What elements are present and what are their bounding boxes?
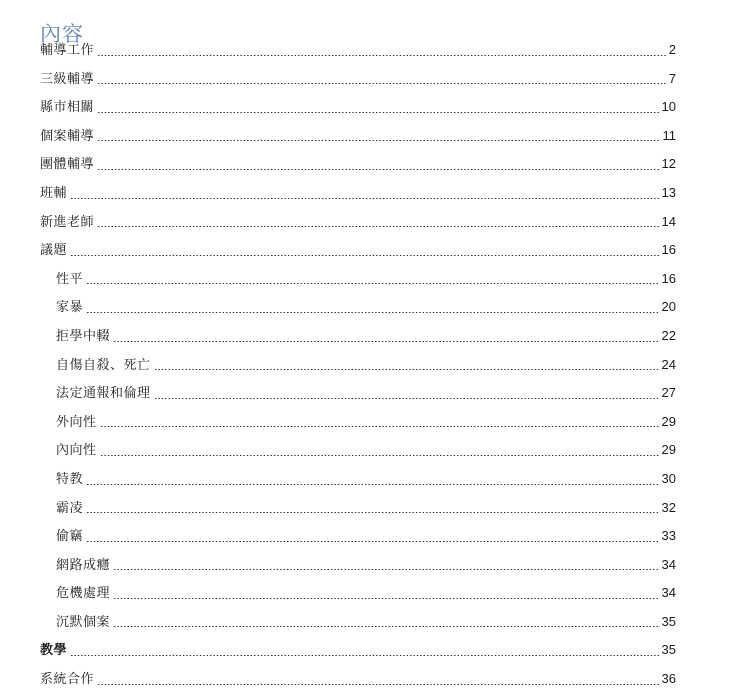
toc-entry-label[interactable]: 沉默個案 xyxy=(56,614,111,630)
toc-entry-page-number[interactable]: 34 xyxy=(661,556,676,572)
toc-entry-page-number[interactable]: 36 xyxy=(661,671,676,687)
toc-entry-label[interactable]: 性平 xyxy=(56,271,84,287)
toc-entry[interactable] xyxy=(40,322,676,351)
toc-entry-label[interactable]: 班輔 xyxy=(40,185,68,201)
toc-entry-page-number[interactable]: 12 xyxy=(661,156,676,172)
dot-leader xyxy=(100,426,660,427)
toc-entry-label[interactable]: 教學 xyxy=(40,643,68,659)
toc-entry-label[interactable]: 危機處理 xyxy=(56,586,111,602)
dot-leader xyxy=(86,541,660,542)
dot-leader xyxy=(86,484,660,485)
toc-entry-page-number[interactable]: 20 xyxy=(661,299,676,315)
dot-leader xyxy=(97,55,667,56)
toc-entry[interactable] xyxy=(40,208,676,237)
toc-entry-page-number[interactable]: 7 xyxy=(668,70,676,86)
dot-leader xyxy=(154,398,660,399)
toc-entry-page-number[interactable]: 34 xyxy=(661,585,676,601)
dot-leader xyxy=(113,341,660,342)
toc-entry[interactable] xyxy=(40,465,676,494)
toc-entry-label[interactable]: 三級輔導 xyxy=(40,71,95,87)
toc-list xyxy=(40,36,676,694)
toc-entry[interactable] xyxy=(40,608,676,637)
toc-entry-label[interactable]: 網路成癮 xyxy=(56,557,111,573)
dot-leader xyxy=(113,569,660,570)
toc-entry-page-number[interactable]: 29 xyxy=(661,442,676,458)
toc-entry-page-number[interactable]: 11 xyxy=(662,127,676,143)
toc-entry[interactable] xyxy=(40,150,676,179)
toc-entry-page-number[interactable]: 27 xyxy=(661,385,676,401)
dot-leader xyxy=(113,626,660,627)
toc-entry-page-number[interactable]: 35 xyxy=(661,613,676,629)
toc-entry-page-number[interactable]: 22 xyxy=(661,327,676,343)
dot-leader xyxy=(97,83,667,84)
dot-leader xyxy=(97,684,660,685)
dot-leader xyxy=(70,255,660,256)
toc-entry-label[interactable]: 縣市相關 xyxy=(40,100,95,116)
toc-entry[interactable] xyxy=(40,265,676,294)
toc-entry-page-number[interactable]: 2 xyxy=(668,42,676,57)
toc-entry[interactable] xyxy=(40,551,676,580)
toc-entry-label[interactable]: 系統合作 xyxy=(40,672,95,688)
toc-entry-page-number[interactable]: 16 xyxy=(661,270,676,286)
toc-entry[interactable] xyxy=(40,494,676,523)
toc-entry[interactable] xyxy=(40,579,676,608)
toc-entry[interactable] xyxy=(40,379,676,408)
toc-entry-page-number[interactable]: 29 xyxy=(661,413,676,429)
toc-entry[interactable] xyxy=(40,293,676,322)
toc-entry-label[interactable]: 拒學中輟 xyxy=(56,328,111,344)
toc-entry-page-number[interactable]: 13 xyxy=(661,184,676,200)
dot-leader xyxy=(97,169,660,170)
toc-title: 內容 xyxy=(40,22,84,47)
dot-leader xyxy=(86,312,660,313)
toc-entry-label[interactable]: 特教 xyxy=(56,471,84,487)
dot-leader xyxy=(86,283,660,284)
toc-entry-label[interactable]: 內向性 xyxy=(56,443,97,459)
toc-entry-label[interactable]: 家暴 xyxy=(56,300,84,316)
toc-entry[interactable] xyxy=(40,122,676,151)
toc-entry-page-number[interactable]: 35 xyxy=(661,642,676,658)
toc-entry-label[interactable]: 輔導工作 xyxy=(40,43,95,58)
toc-entry-label[interactable]: 議題 xyxy=(40,243,68,259)
toc-entry-page-number[interactable]: 33 xyxy=(661,528,676,544)
dot-leader xyxy=(113,598,660,599)
dot-leader xyxy=(97,226,660,227)
toc-entry-label[interactable]: 偷竊 xyxy=(56,529,84,545)
toc-entry-page-number[interactable]: 30 xyxy=(661,470,676,486)
toc-entry-page-number[interactable]: 24 xyxy=(661,356,676,372)
toc-entry[interactable] xyxy=(40,236,676,265)
dot-leader xyxy=(70,655,660,656)
toc-entry[interactable] xyxy=(40,65,676,94)
toc-entry[interactable] xyxy=(40,665,676,694)
toc-entry[interactable] xyxy=(40,408,676,437)
dot-leader xyxy=(100,455,660,456)
toc-entry[interactable] xyxy=(40,93,676,122)
dot-leader xyxy=(97,140,660,141)
dot-leader xyxy=(154,369,660,370)
toc-entry[interactable] xyxy=(40,351,676,380)
toc-entry-page-number[interactable]: 32 xyxy=(661,499,676,515)
toc-entry-page-number[interactable]: 16 xyxy=(661,242,676,258)
toc-entry-label[interactable]: 自傷自殺、死亡 xyxy=(56,357,151,373)
toc-entry[interactable] xyxy=(40,179,676,208)
dot-leader xyxy=(70,198,660,199)
toc-entry[interactable] xyxy=(40,636,676,665)
toc-entry[interactable] xyxy=(40,436,676,465)
toc-entry-label[interactable]: 新進老師 xyxy=(40,214,95,230)
toc-entry[interactable] xyxy=(40,522,676,551)
toc-entry-label[interactable]: 法定通報和倫理 xyxy=(56,386,151,402)
toc-entry-label[interactable]: 霸凌 xyxy=(56,500,84,516)
toc-entry-label[interactable]: 外向性 xyxy=(56,414,97,430)
toc-entry-page-number[interactable]: 14 xyxy=(661,213,676,229)
dot-leader xyxy=(86,512,660,513)
toc-entry[interactable] xyxy=(40,36,676,65)
toc-entry-label[interactable]: 團體輔導 xyxy=(40,157,95,173)
dot-leader xyxy=(97,112,660,113)
toc-entry-page-number[interactable]: 10 xyxy=(661,99,676,115)
toc-entry-label[interactable]: 個案輔導 xyxy=(40,128,95,144)
